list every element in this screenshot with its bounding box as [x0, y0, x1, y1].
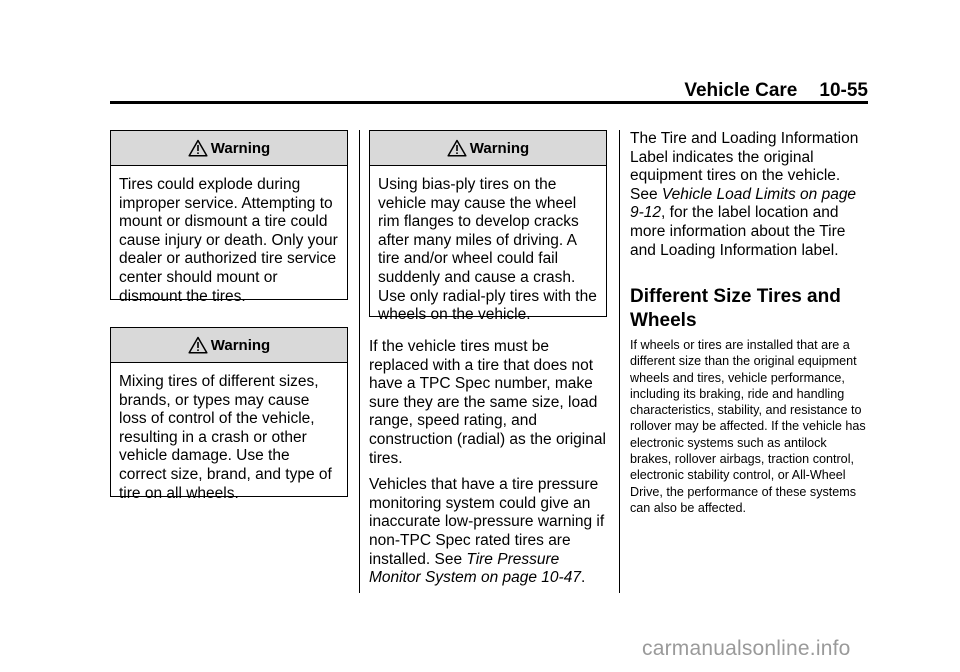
column-divider-2: [619, 130, 620, 593]
header-rule: [110, 101, 868, 104]
right-text: [630, 130, 870, 260]
warning-title: Warning: [469, 139, 530, 157]
header-text: [684, 80, 868, 102]
warning-header: [111, 328, 347, 363]
paragraph-tpms: Vehicles that have a tire pressure monitoring system could give an inaccurate low-pressure warning if non-TPC Spec rated tires are installed. See Tire Pressure Monitor System on page 10-47.: [369, 476, 605, 587]
warning-box-3: [369, 130, 607, 324]
warning-title: Warning: [210, 336, 271, 354]
warning-title: Warning: [210, 139, 271, 157]
cross-reference: Tire Pressure Monitor System on page 10-47: [369, 550, 581, 587]
section-body: If wheels or tires are installed that are a different size than the original equipment wheels and tires, vehicle performance, including its braking, ride and handling characteristics, stability, and resistance to rollover may be affected. If the vehicle has electronic systems such as antilock brakes, rollover airbags, traction control, electronic stability control, or All-Wheel Drive, the performance of these systems can also be affected.: [630, 338, 866, 515]
paragraph-tpc-spec: If the vehicle tires must be replaced with a tire that does not have a TPC Spec number, make sure they are the same size, load range, speed rating, and construction (radial) as the original tires.: [369, 338, 606, 467]
column-divider-1: [359, 130, 360, 593]
warning-body: Tires could explode during improper service. Attempting to mount or dismount a tire could cause injury or death. Only your dealer or authorized tire service center should mount or dismount the tires.: [119, 176, 338, 305]
warning-header: [370, 131, 606, 166]
section-title: Different Size Tires and Wheels: [630, 286, 841, 331]
warning-body: Mixing tires of different sizes, brands, or types may cause loss of control of the vehicle, resulting in a crash or other vehicle damage. Use the correct size, brand, and type of tire on all wheels.: [119, 373, 332, 502]
header-section: Vehicle Care: [684, 80, 798, 101]
warning-body: Using bias-ply tires on the vehicle may cause the wheel rim flanges to develop cracks after many miles of driving. A tire and/or wheel could fail suddenly and cause a crash. Use only radial-ply tires with the wheels on the vehicle.: [378, 176, 597, 324]
warning-triangle-icon: [447, 139, 467, 157]
warning-triangle-icon: [188, 139, 208, 157]
watermark-logo: carmanualsonline.info: [642, 637, 851, 660]
cross-reference: Vehicle Load Limits on page 9-12: [630, 185, 857, 222]
warning-triangle-icon: [188, 336, 208, 354]
warning-box-1: [110, 130, 348, 305]
paragraph-loading-label: The Tire and Loading Information Label indicates the original equipment tires on the vehicle. See Vehicle Load Limits on page 9-12, for the label location and more information about the Tire and Loading Information label.: [630, 130, 859, 259]
warning-box-2: [110, 327, 348, 502]
warning-header: [111, 131, 347, 166]
header-page-number: 10-55: [819, 80, 868, 101]
middle-text: [369, 338, 609, 588]
